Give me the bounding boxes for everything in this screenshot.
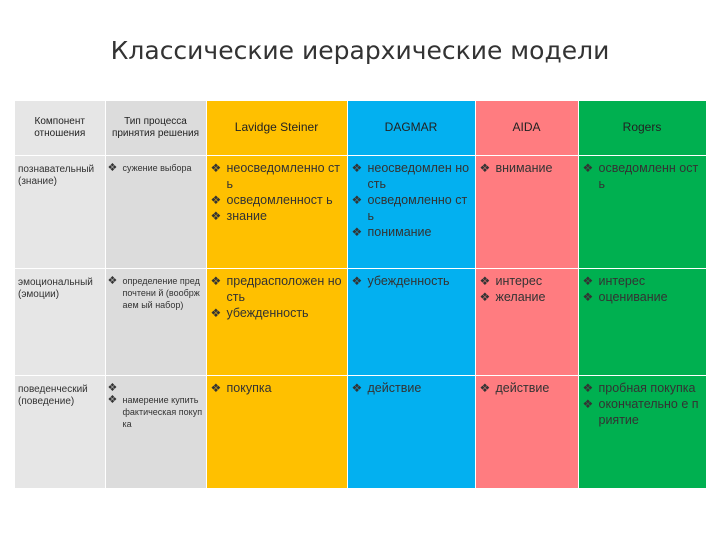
aida-list bbox=[480, 273, 575, 305]
aida-item-text: внимание bbox=[495, 160, 553, 175]
aida-item-text: действие bbox=[495, 380, 550, 395]
diamond-bullet-icon: ❖ bbox=[582, 289, 594, 304]
list-item bbox=[211, 208, 344, 224]
rogers-cell bbox=[578, 375, 706, 488]
rogers-item-text: осведомленн ость bbox=[598, 160, 699, 191]
header-rogers: Rogers bbox=[578, 101, 706, 155]
diamond-bullet-icon: ❖ bbox=[107, 161, 118, 174]
lavidge-item-text: знание bbox=[226, 208, 267, 223]
process-cell bbox=[105, 375, 206, 488]
table-row bbox=[15, 268, 706, 375]
rogers-item-text: интерес bbox=[598, 273, 646, 288]
process-list bbox=[108, 275, 204, 311]
list-item bbox=[583, 289, 703, 305]
aida-cell bbox=[475, 375, 578, 488]
process-item-text: намерение купить фактическая покупка bbox=[122, 394, 203, 429]
diamond-bullet-icon: ❖ bbox=[582, 396, 594, 411]
list-item bbox=[480, 273, 575, 289]
models-table bbox=[15, 101, 707, 489]
dagmar-cell bbox=[347, 375, 475, 488]
lavidge-item-text: неосведомленно сть bbox=[226, 160, 341, 191]
list-item bbox=[480, 160, 575, 176]
diamond-bullet-icon: ❖ bbox=[210, 160, 222, 175]
process-list bbox=[108, 162, 204, 174]
lavidge-cell bbox=[206, 375, 347, 488]
component-cell: эмоциональный (эмоции) bbox=[15, 268, 105, 375]
rogers-list bbox=[583, 273, 703, 305]
diamond-bullet-icon: ❖ bbox=[582, 273, 594, 288]
diamond-bullet-icon: ❖ bbox=[479, 289, 491, 304]
header-process: Тип процесса принятия решения bbox=[105, 101, 206, 155]
component-cell: познавательный (знание) bbox=[15, 155, 105, 268]
list-item bbox=[352, 380, 472, 396]
list-item bbox=[583, 160, 703, 192]
diamond-bullet-icon: ❖ bbox=[351, 160, 363, 175]
rogers-item-text: оценивание bbox=[598, 289, 668, 304]
table-row bbox=[15, 375, 706, 488]
process-cell bbox=[105, 268, 206, 375]
process-list bbox=[108, 382, 204, 430]
aida-list bbox=[480, 380, 575, 396]
list-item bbox=[108, 382, 204, 394]
diamond-bullet-icon: ❖ bbox=[210, 273, 222, 288]
list-item bbox=[583, 396, 703, 428]
lavidge-item-text: убежденность bbox=[226, 305, 309, 320]
dagmar-cell bbox=[347, 268, 475, 375]
list-item bbox=[480, 380, 575, 396]
diamond-bullet-icon: ❖ bbox=[107, 393, 118, 406]
list-item bbox=[352, 273, 472, 289]
lavidge-cell bbox=[206, 268, 347, 375]
rogers-item-text: окончательно е приятие bbox=[598, 396, 699, 427]
dagmar-item-text: понимание bbox=[367, 224, 432, 239]
list-item bbox=[352, 160, 472, 192]
header-component: Компонент отношения bbox=[15, 101, 105, 155]
rogers-list bbox=[583, 380, 703, 428]
list-item bbox=[108, 394, 204, 430]
diamond-bullet-icon: ❖ bbox=[479, 160, 491, 175]
diamond-bullet-icon: ❖ bbox=[582, 160, 594, 175]
header-row bbox=[15, 101, 706, 155]
process-cell bbox=[105, 155, 206, 268]
rogers-list bbox=[583, 160, 703, 192]
diamond-bullet-icon: ❖ bbox=[210, 380, 222, 395]
table-row bbox=[15, 155, 706, 268]
dagmar-item-text: неосведомлен ность bbox=[367, 160, 470, 191]
header-dagmar: DAGMAR bbox=[347, 101, 475, 155]
list-item bbox=[108, 275, 204, 311]
list-item bbox=[583, 380, 703, 396]
dagmar-list bbox=[352, 380, 472, 396]
list-item bbox=[211, 273, 344, 305]
lavidge-item-text: покупка bbox=[226, 380, 272, 395]
header-lavidge-steiner: Lavidge Steiner bbox=[206, 101, 347, 155]
lavidge-list bbox=[211, 273, 344, 321]
dagmar-item-text: осведомленно сть bbox=[367, 192, 468, 223]
diamond-bullet-icon: ❖ bbox=[107, 274, 118, 287]
list-item bbox=[480, 289, 575, 305]
lavidge-list bbox=[211, 380, 344, 396]
rogers-item-text: пробная покупка bbox=[598, 380, 696, 395]
list-item bbox=[211, 160, 344, 192]
lavidge-cell bbox=[206, 155, 347, 268]
lavidge-list bbox=[211, 160, 344, 224]
dagmar-list bbox=[352, 160, 472, 240]
diamond-bullet-icon: ❖ bbox=[210, 208, 222, 223]
slide-title: Классические иерархические модели bbox=[110, 36, 610, 65]
diamond-bullet-icon: ❖ bbox=[351, 224, 363, 239]
lavidge-item-text: осведомленност ь bbox=[226, 192, 333, 207]
diamond-bullet-icon: ❖ bbox=[582, 380, 594, 395]
diamond-bullet-icon: ❖ bbox=[351, 192, 363, 207]
aida-cell bbox=[475, 268, 578, 375]
aida-list bbox=[480, 160, 575, 176]
lavidge-item-text: предрасположен ность bbox=[226, 273, 342, 304]
aida-item-text: интерес bbox=[495, 273, 543, 288]
diamond-bullet-icon: ❖ bbox=[210, 192, 222, 207]
diamond-bullet-icon: ❖ bbox=[210, 305, 222, 320]
list-item bbox=[352, 192, 472, 224]
diamond-bullet-icon: ❖ bbox=[351, 273, 363, 288]
diamond-bullet-icon: ❖ bbox=[351, 380, 363, 395]
dagmar-cell bbox=[347, 155, 475, 268]
aida-cell bbox=[475, 155, 578, 268]
list-item bbox=[108, 162, 204, 174]
aida-item-text: желание bbox=[495, 289, 546, 304]
list-item bbox=[583, 273, 703, 289]
dagmar-item-text: убежденность bbox=[367, 273, 450, 288]
dagmar-item-text: действие bbox=[367, 380, 422, 395]
diamond-bullet-icon: ❖ bbox=[107, 381, 118, 394]
process-item-text: определение предпочтени й (вообржаем ый набор) bbox=[122, 275, 200, 310]
diamond-bullet-icon: ❖ bbox=[479, 380, 491, 395]
rogers-cell bbox=[578, 155, 706, 268]
list-item bbox=[211, 305, 344, 321]
header-aida: AIDA bbox=[475, 101, 578, 155]
diamond-bullet-icon: ❖ bbox=[479, 273, 491, 288]
list-item bbox=[211, 380, 344, 396]
rogers-cell bbox=[578, 268, 706, 375]
dagmar-list bbox=[352, 273, 472, 289]
component-cell: поведенческий (поведение) bbox=[15, 375, 105, 488]
process-item-text: сужение выбора bbox=[122, 162, 192, 173]
list-item bbox=[352, 224, 472, 240]
list-item bbox=[211, 192, 344, 208]
